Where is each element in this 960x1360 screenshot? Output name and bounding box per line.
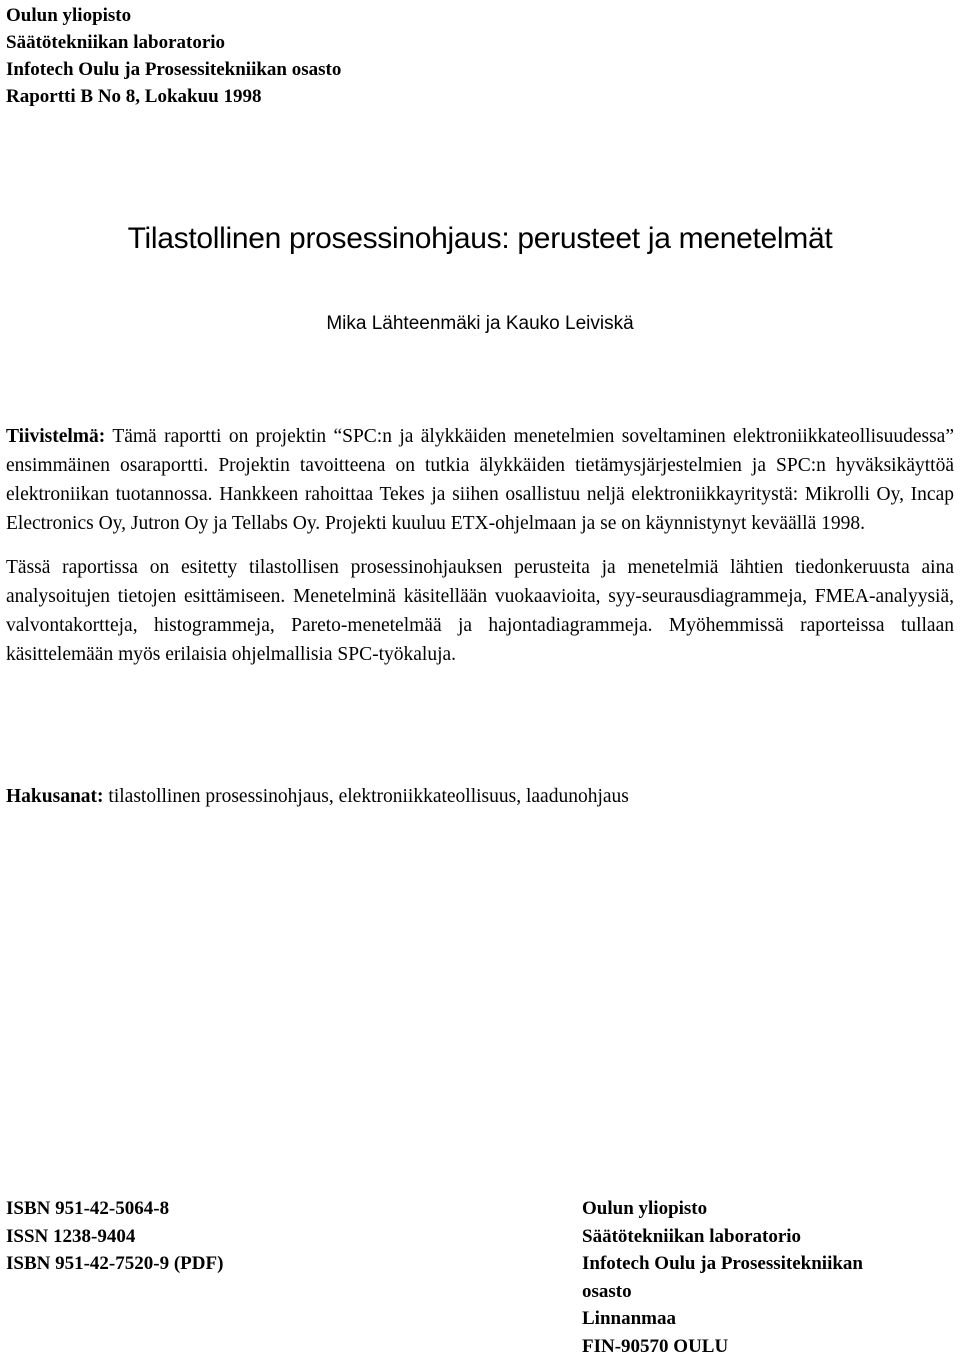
address-line-department-cont: osasto <box>582 1278 952 1306</box>
header-line-department: Infotech Oulu ja Prosessitekniikan osasto <box>6 56 341 83</box>
document-title: Tilastollinen prosessinohjaus: perusteet ja menetelmät <box>0 222 960 256</box>
publisher-address-block <box>582 1195 952 1360</box>
header-line-report-number: Raportti B No 8, Lokakuu 1998 <box>6 83 341 110</box>
isbn-pdf: ISBN 951-42-7520-9 (PDF) <box>6 1250 223 1278</box>
abstract-label: Tiivistelmä: <box>6 426 105 447</box>
report-header <box>6 2 341 110</box>
header-line-university: Oulun yliopisto <box>6 2 341 29</box>
address-line-laboratory: Säätötekniikan laboratorio <box>582 1223 952 1251</box>
address-line-postal: FIN-90570 OULU <box>582 1333 952 1360</box>
abstract-text-1: Tämä raportti on projektin “SPC:n ja älykkäiden menetelmien soveltaminen elektroniikkateollisuudessa” ensimmäinen osaraportti. Projektin tavoitteena on tutkia älykkäiden tietämysjärjestelmien ja SPC:n hyväksikäyttöä elektroniikan tuotannossa. Hankkeen rahoittaa Tekes ja siihen osallistuu neljä elektroniikkayritystä: Mikrolli Oy, Incap Electronics Oy, Jutron Oy ja Tellabs Oy. Projekti kuuluu ETX-ohjelmaan ja se on käynnistynyt keväällä 1998. <box>6 426 954 534</box>
address-line-university: Oulun yliopisto <box>582 1195 952 1223</box>
address-line-district: Linnanmaa <box>582 1305 952 1333</box>
keywords-label: Hakusanat: <box>6 786 104 807</box>
abstract-paragraph-1 <box>6 422 954 538</box>
issn: ISSN 1238-9404 <box>6 1223 223 1251</box>
abstract-paragraph-2: Tässä raportissa on esitetty tilastollisen prosessinohjauksen perusteita ja menetelmiä lähtien tiedonkeruusta aina analysoitujen tietojen esittämiseen. Menetelminä käsitellään vuokaavioita, syy-seurausdiagrammeja, FMEA-analyysiä, valvontakortteja, histogrammeja, Pareto-menetelmää ja hajontadiagrammeja. Myöhemmissä raporteissa tullaan käsittelemään myös erilaisia ohjelmallisia SPC-työkaluja. <box>6 553 954 669</box>
isbn-print: ISBN 951-42-5064-8 <box>6 1195 223 1223</box>
header-line-laboratory: Säätötekniikan laboratorio <box>6 29 341 56</box>
keywords-text: tilastollinen prosessinohjaus, elektroniikkateollisuus, laadunohjaus <box>108 786 628 807</box>
isbn-block <box>6 1195 223 1278</box>
keywords-section <box>6 783 954 810</box>
abstract-section <box>6 422 954 669</box>
address-line-department: Infotech Oulu ja Prosessitekniikan <box>582 1250 952 1278</box>
document-authors: Mika Lähteenmäki ja Kauko Leiviskä <box>0 313 960 335</box>
